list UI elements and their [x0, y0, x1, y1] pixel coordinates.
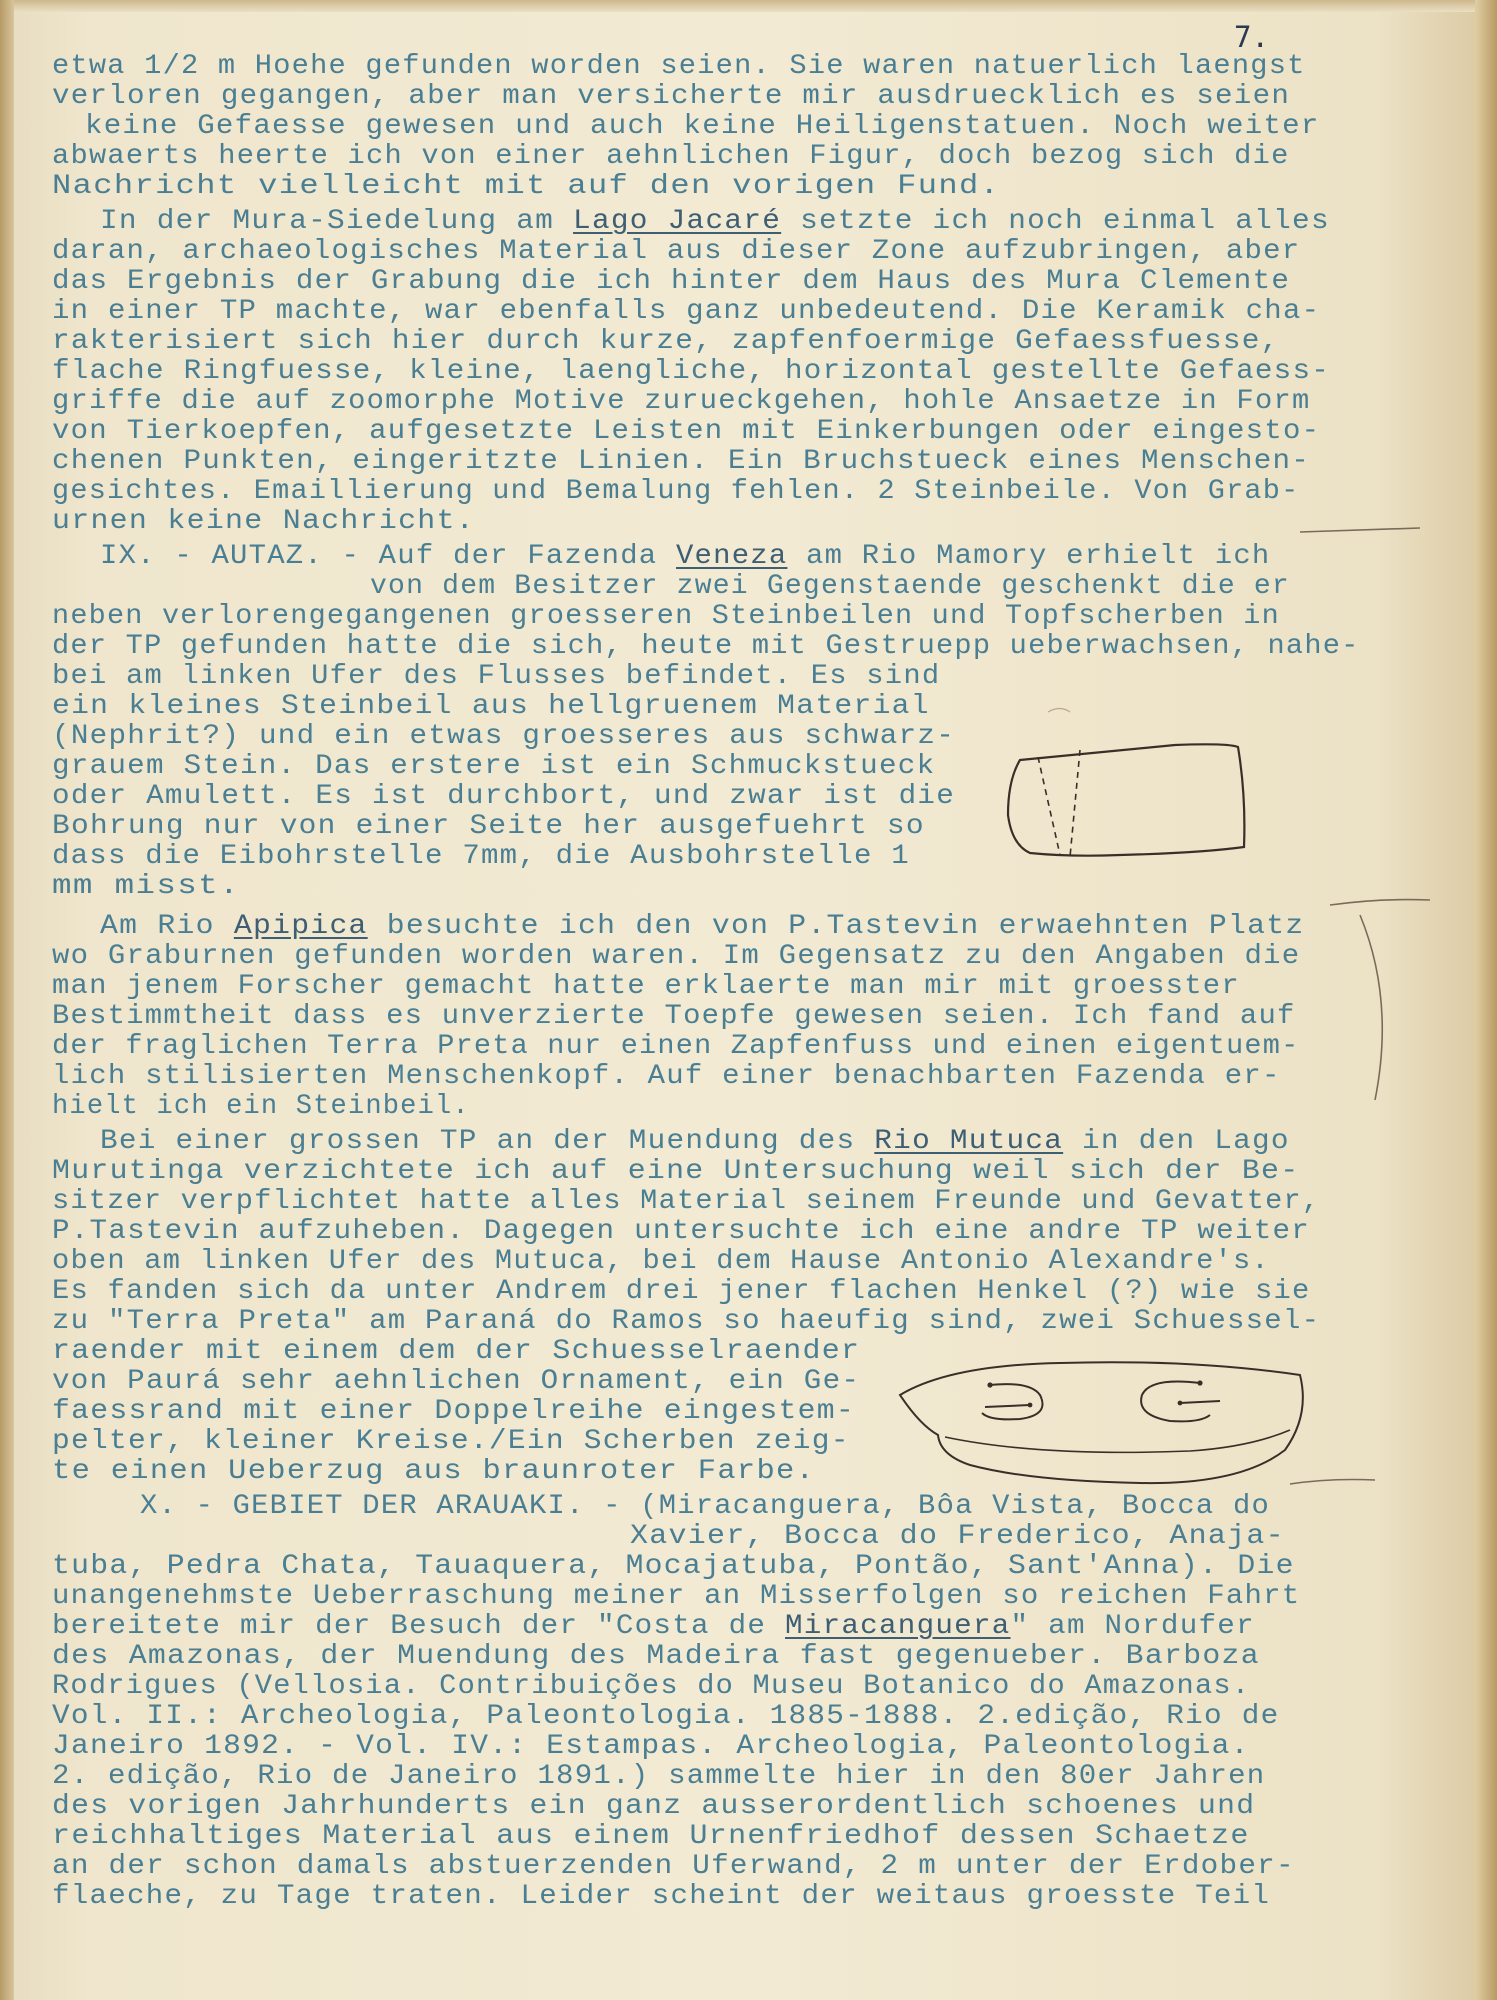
text-segment: setzte ich noch einmal alles [781, 206, 1330, 237]
text-segment: Bohrung nur von einer Seite her ausgefuehrt so [52, 811, 925, 842]
text-segment: oben am linken Ufer des Mutuca, bei dem Hause Antonio Alexandre's. [52, 1246, 1270, 1277]
text-segment: hielt ich ein Steinbeil. [52, 1091, 470, 1122]
text-segment: etwa 1/2 m Hoehe gefunden worden seien. Sie waren natuerlich laengst [52, 51, 1306, 82]
text-segment: reichhaltiges Material aus einem Urnenfriedhof dessen Schaetze [52, 1821, 1250, 1852]
text-segment: der TP gefunden hatte die sich, heute mit Gestruepp ueberwachsen, nahe- [52, 631, 1360, 662]
underlined-place-name: Veneza [675, 541, 788, 572]
text-segment: chenen Punkten, eingeritzte Linien. Ein Bruchstueck eines Menschen- [52, 446, 1311, 477]
page-number: 7. [1234, 20, 1269, 54]
text-segment: flache Ringfuesse, kleine, laengliche, horizontal gestellte Gefaess- [52, 356, 1331, 387]
text-segment: oder Amulett. Es ist durchbort, und zwar ist die [52, 781, 956, 812]
text-segment: Rodrigues (Vellosia. Contribuições do Museu Botanico do Amazonas. [52, 1671, 1251, 1702]
text-segment: wo Graburnen gefunden worden waren. Im Gegensatz zu den Angaben die [52, 941, 1301, 972]
text-segment: am Rio Mamory erhielt ich [787, 541, 1271, 572]
text-segment: bereitete mir der Besuch der "Costa de [52, 1611, 786, 1642]
text-segment: des vorigen Jahrhunderts ein ganz ausserordentlich schoenes und [52, 1791, 1256, 1822]
text-segment: von dem Besitzer zwei Gegenstaende geschenkt die er [370, 571, 1290, 602]
text-segment: faessrand mit einer Doppelreihe eingestem- [52, 1396, 856, 1427]
text-segment: te einen Ueberzug aus braunroter Farbe. [52, 1456, 816, 1487]
underlined-place-name: Apipica [233, 911, 368, 942]
text-segment: keine Gefaesse gewesen und auch keine Heiligenstatuen. Noch weiter [85, 111, 1320, 142]
text-segment: bei am linken Ufer des Flusses befindet. Es sind [52, 661, 941, 692]
text-segment: man jenem Forscher gemacht hatte erklaerte man mir mit groesster [52, 971, 1240, 1002]
text-segment: unangenehmste Ueberraschung meiner an Misserfolgen so reichen Fahrt [52, 1581, 1301, 1612]
text-segment: Vol. II.: Archeologia, Paleontologia. 1885-1888. 2.edição, Rio de [52, 1701, 1280, 1732]
text-segment: Murutinga verzichtete ich auf eine Untersuchung weil sich der Be- [52, 1156, 1300, 1187]
text-segment: " am Nordufer [1010, 1611, 1255, 1642]
text-segment: Am Rio [100, 911, 234, 942]
text-segment: raender mit einem dem der Schuesselraender [52, 1336, 861, 1367]
text-segment: von Paurá sehr aehnlichen Ornament, ein Ge- [52, 1366, 861, 1397]
text-segment: des Amazonas, der Muendung des Madeira fast gegenueber. Barboza [52, 1641, 1260, 1672]
text-segment: (Nephrit?) und ein etwas groesseres aus schwarz- [52, 721, 956, 752]
text-segment: daran, archaeologisches Material aus dieser Zone aufzubringen, aber [52, 236, 1301, 267]
text-segment: dass die Eibohrstelle 7mm, die Ausbohrstelle 1 [52, 841, 910, 872]
text-segment: pelter, kleiner Kreise./Ein Scherben zeig- [52, 1426, 850, 1457]
text-segment: Nachricht vielleicht mit auf den vorigen Fund. [52, 171, 1001, 202]
text-segment: in den Lago [1063, 1126, 1290, 1157]
text-segment: sitzer verpflichtet hatte alles Material seinem Freunde und Gevatter, [52, 1186, 1321, 1217]
text-segment: Xavier, Bocca do Frederico, Anaja- [630, 1521, 1285, 1552]
text-segment: besuchte ich den von P.Tastevin erwaehnten Platz [367, 911, 1305, 942]
text-segment: tuba, Pedra Chata, Tauaquera, Mocajatuba, Pontão, Sant'Anna). Die [52, 1551, 1295, 1582]
text-segment: das Ergebnis der Grabung die ich hinter dem Haus des Mura Clemente [52, 266, 1291, 297]
text-segment: in einer TP machte, war ebenfalls ganz unbedeutend. Die Keramik cha- [52, 296, 1321, 327]
text-segment: rakterisiert sich hier durch kurze, zapfenfoermige Gefaessfuesse, [52, 326, 1280, 357]
text-segment: IX. - AUTAZ. - Auf der Fazenda [100, 541, 676, 572]
text-segment: griffe die auf zoomorphe Motive zurueckgehen, hohle Ansaetze in Form [52, 386, 1311, 417]
text-segment: ein kleines Steinbeil aus hellgruenem Material [52, 691, 930, 722]
text-segment: von Tierkoepfen, aufgesetzte Leisten mit Einkerbungen oder eingesto- [52, 416, 1321, 447]
text-segment: verloren gegangen, aber man versicherte mir ausdruecklich es seien [52, 81, 1291, 112]
text-segment: Es fanden sich da unter Andrem drei jener flachen Henkel (?) wie sie [52, 1276, 1311, 1307]
text-segment: X. - GEBIET DER ARAUAKI. - (Miracanguera, Bôa Vista, Bocca do [140, 1491, 1271, 1522]
text-segment: P.Tastevin aufzuheben. Dagegen untersuchte ich eine andre TP weiter [52, 1216, 1311, 1247]
text-segment: grauem Stein. Das erstere ist ein Schmuckstueck [52, 751, 936, 782]
text-segment: Bei einer grossen TP an der Muendung des [100, 1126, 875, 1157]
text-segment: urnen keine Nachricht. [52, 506, 475, 537]
underlined-place-name: Lago Jacaré [573, 206, 782, 237]
text-segment: neben verlorengegangenen groesseren Steinbeilen und Topfscherben in [52, 601, 1280, 632]
text-segment: In der Mura-Siedelung am [100, 206, 574, 237]
text-segment: lich stilisierten Menschenkopf. Auf einer benachbarten Fazenda er- [52, 1061, 1281, 1092]
text-segment: Janeiro 1892. - Vol. IV.: Estampas. Archeologia, Paleontologia. [52, 1731, 1250, 1762]
text-segment: gesichtes. Emaillierung und Bemalung fehlen. 2 Steinbeile. Von Grab- [52, 476, 1300, 507]
text-segment: der fraglichen Terra Preta nur einen Zapfenfuss und einen eigentuem- [52, 1031, 1300, 1062]
text-segment: flaeche, zu Tage traten. Leider scheint der weitaus groesste Teil [52, 1881, 1271, 1912]
text-segment: 2. edição, Rio de Janeiro 1891.) sammelte hier in den 80er Jahren [52, 1761, 1266, 1792]
text-segment: zu "Terra Preta" am Paraná do Ramos so haeufig sind, zwei Schuessel- [52, 1306, 1321, 1337]
text-segment: mm misst. [52, 871, 240, 902]
text-segment: Bestimmtheit dass es unverzierte Toepfe gewesen seien. Ich fand auf [52, 1001, 1296, 1032]
text-segment: abwaerts heerte ich von einer aehnlichen Figur, doch bezog sich die [52, 141, 1290, 172]
text-segment: an der schon damals abstuerzenden Uferwand, 2 m unter der Erdober- [52, 1851, 1295, 1882]
underlined-place-name: Rio Mutuca [874, 1126, 1064, 1157]
underlined-place-name: Miracanguera [785, 1611, 1011, 1642]
